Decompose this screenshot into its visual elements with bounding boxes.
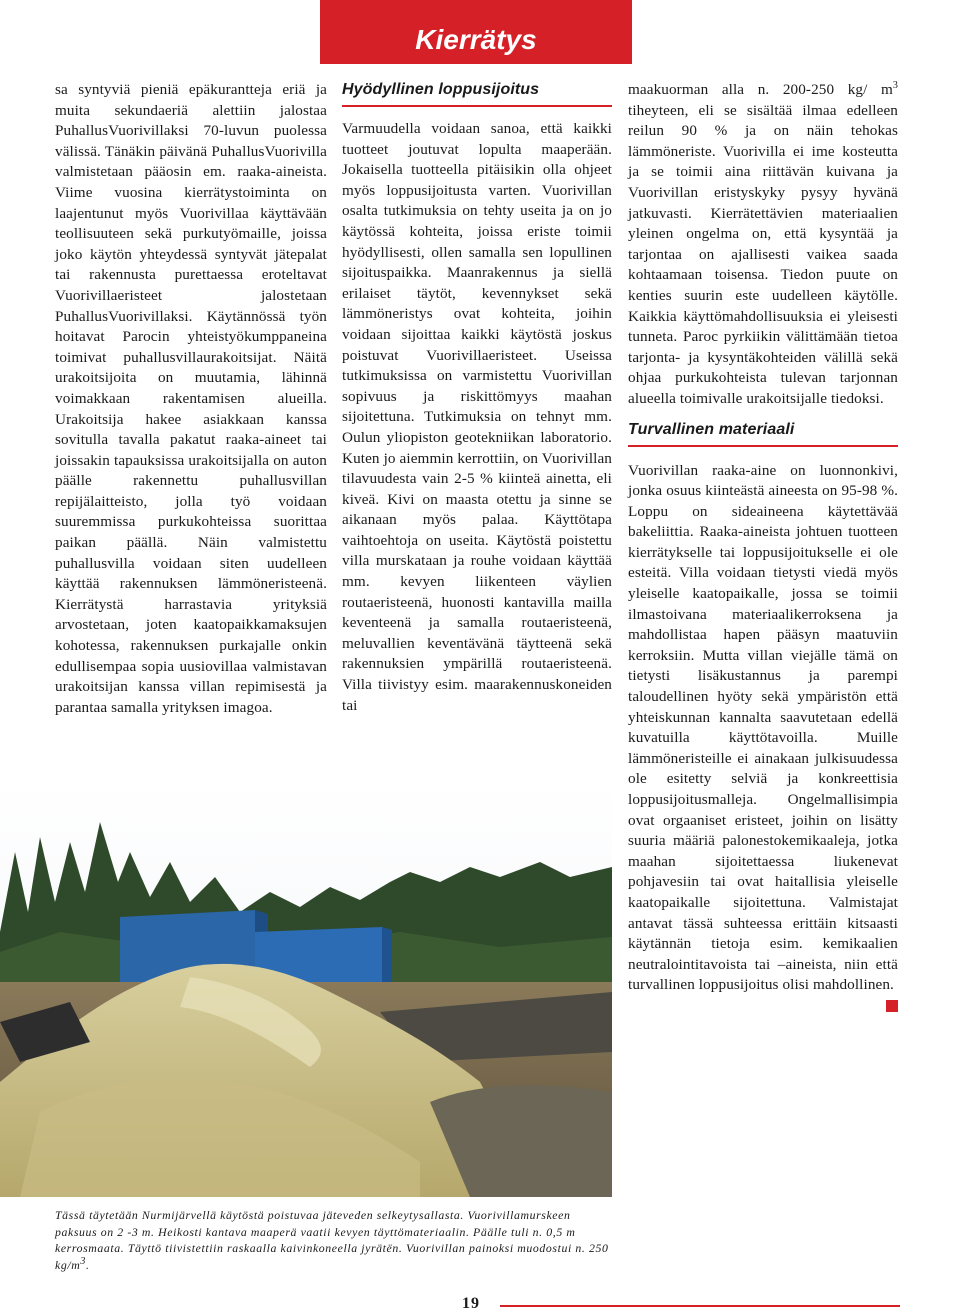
article-photo (0, 782, 612, 1197)
column-3-text-1 (628, 80, 898, 410)
article-column-3 (628, 80, 898, 1012)
column-3-text-1-start: maakuorman alla n. 200-250 kg/ m (628, 81, 893, 98)
footer-rule (500, 1305, 900, 1307)
column-3-text-2-body: Vuorivillan raaka-aine on luonnonkivi, jonka osuus kiinteästä aineesta on 95-98 %. Loppu on sideaineena käytettävää bakeliittia. Raaka-aineista johtuen tuotteen kierrätykselle tai loppusijoitukselle ei ole esteitä. Villa voidaan tietysti viedä myös yleiselle kaatopaikalle, jossa se toimii ilmastoivana materiaalikerroksena ja mahdollistaa hapen pääsyn maatuviin kerroksiin. Mutta villan viejälle tämä on tietysti lisäkustannus ja parempi taloudellinen hyöty sekä ympäristön että yhteiskunnan kannalta saavutetaan edellä kuvatuilla käyttötavoilla. Muille lämmöneristeille ei ainakaan julkisuudessa ole esitetty selviä ja konkreettisia loppusijoitusmalleja. Ongelmallisimpia ovat orgaaniset eristeet, joihin on lisätty suuria määriä palonestokemikaaleja, jotka maahan sijoitettaessa liukenevat pohjavesiin tai ovat haitallisia yleiselle kaatopaikalle sijoitettuna. Valmistajat antavat tässä suhteessa erittäin kitsaasti käytännän tietoja esim. kemikaalien neutralointitavoista tai –aineista, niin että turvallinen loppusijoitus olisi mahdollinen. (628, 461, 898, 994)
caption-text: Tässä täytetään Nurmijärvellä käytöstä poistuvaa jäteveden selkeytysallasta. Vuorivillamurskeen paksuus on 2 -3 m. Heikosti kantava maaperä vaatii kevyen täyttömateriaalin. Päälle tuli n. 0,5 m kerrosmaata. Täyttö tiivistettiin raskaalla kaivinkoneella jyrätën. Vuorivillan painoksi muodostui n. 250 kg/m (55, 1208, 609, 1272)
column-3-text-1-rest: tiheyteen, eli se sisältää ilmaa edelleen reilun 90 % ja on näin tehokas lämmöneriste. Vuorivilla ei ime kosteutta ja se toimii aina riittävän kuivana ja Vuorivillan eristyskyky pysyy hyvänä jatkuvasti. Kierrätettävien materiaalien yleinen ongelma on, että kysyntää ja tarjontaa on ajallisesti vaikea saada kohtaamaan toisensa. Tiedon puute on kenties suurin este uudelleen käytölle. Kaikkia käyttömahdollisuuksia ei yleisesti tunneta. Paroc pyrkiikin välittämään tietoa tarjonta- ja kysyntäkohteiden välillä sekä ohjaa purkukohteista tulevan tarjonnan alueella toimivalle urakoitsijalle tiedoksi. (628, 101, 898, 407)
caption-superscript: 3 (80, 1255, 86, 1267)
photo-caption (55, 1207, 615, 1273)
caption-end: . (85, 1257, 90, 1272)
column-3-text-2 (628, 461, 898, 996)
superscript: 3 (892, 79, 898, 91)
page-number: 19 (462, 1295, 480, 1312)
article-column-1 (55, 80, 327, 718)
photo-illustration (0, 782, 612, 1197)
column-2-text: Varmuudella voidaan sanoa, että kaikki tuotteet joutuvat lopulta maaperään. Jokaisella tuotteella pitäisikin olla ohjeet myös loppusijoitusta varten. Vuorivillan osalta tutkimuksia on tehty useita ja on jo käytössä kohteita, joissa eriste toimii hyödyllisesti, ollen samalla sen lopullinen sijoituspaikka. Maanrakennus ja siellä erilaiset täytöt, kevennykset sekä lämmöneristys ovat kohteita, joihin voidaan sijoittaa kaikki käytöstä joskus poistuvat Vuorivillaeristeet. Useissa tutkimuksissa on varmistettu Vuorivillan sopivuus ja riskittömyys maahan sijoitettuna. Tutkimuksia on tehnyt mm. Oulun yliopiston geotekniikan laboratorio. Kuten jo aiemmin kerrottiin, on Vuorivillan tilavuudesta vain 2-5 % kiinteä ainetta, eli kiveä. Kivi on maasta otettu ja sinne se aikanaan myös palaa. Käyttötapa vaihtoehtoja on useita. Käytöstä poistettu villa murskataan ja rouhe voidaan käyttää mm. kevyen liikenteen väylien routaeristeenä, huonosti kantavilla mailla keventeenä ja samalla routaeristeenä, meluvallien keventävänä täytteenä sekä rakennuksien ympärillä routaeristeenä. Villa tiivistyy esim. maarakennuskoneiden tai (342, 120, 612, 714)
section-heading-turvallinen: Turvallinen materiaali (628, 420, 898, 447)
article-end-mark (886, 1000, 898, 1012)
article-column-2 (342, 80, 612, 716)
section-tab: Kierrätys (320, 0, 632, 64)
section-heading-loppusijoitus: Hyödyllinen loppusijoitus (342, 80, 612, 107)
column-1-text: sa syntyviä pieniä epäkurantteja eriä ja muita sekundaeriä alettiin jalostaa PuhallusVuorivillaksi 70-luvun puolessa välissä. Tänäkin päivänä PuhallusVuorivilla valmistetaan pääosin em. raaka-aineista. Viime vuosina kierrätystoiminta on laajentunut myös Vuorivillaa käyttävään teollisuuteen sekä purkutyömaille, joissa joko käytön yhteydessä syntyvät jätepalat tai rakennusta purettaessa eroteltavat Vuorivillaeristeet jalostetaan PuhallusVuorivillaksi. Käytännössä työn hoitavat Parocin yhteistyökumppaneina toimivat puhallusvillaurakoitsijat. Näitä urakoitsijoita on muutamia, lähinnä voimakkaan rakentamisen alueilla. Urakoitsija hakee asiakkaan kanssa sovitulla tavalla pakatut raaka-aineet tai joissakin tapauksissa urakoitsijalla on auton päälle rakennettu puhallusvillan repijälaitteisto, jolla työ voidaan suuremmissa purkukohteissa suorittaa paikan päällä. Näin valmistettu puhallusvilla voidaan siten uudelleen käyttää rakennuksen lämmöneristeenä. Kierrätystä harrastavia yrityksiä arvostetaan, joten kaatopaikkamaksujen kohotessa, rakennuksen purkajalle onkin edullisempaa sopia uusiovillaa valmistavan urakoitsijan kanssa villan repimisestä ja parantaa samalla yrityksen imagoa. (55, 81, 327, 716)
